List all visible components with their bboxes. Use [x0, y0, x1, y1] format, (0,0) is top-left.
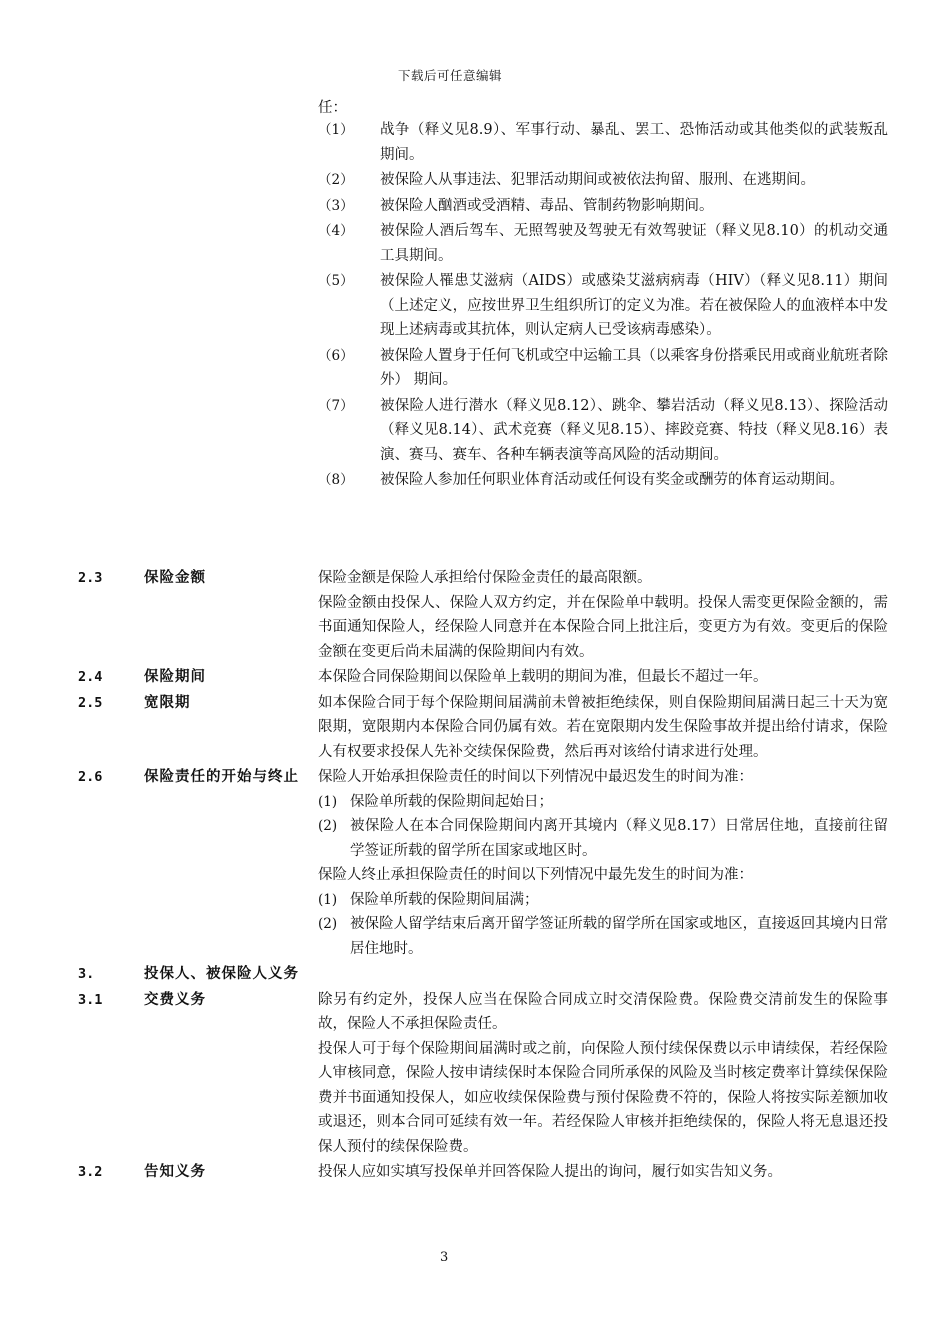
- clause-title: 告知义务: [144, 1163, 206, 1180]
- clause-subitem-number: (1): [318, 891, 338, 908]
- page-number: 3: [440, 1250, 449, 1265]
- list-item-number: （3）: [318, 197, 354, 214]
- clause-subitem-text: 保险单所载的保险期间起始日；: [350, 793, 553, 810]
- list-item-text: 被保险人酒后驾车、无照驾驶及驾驶无有效驾驶证（释义见8.10）的机动交通工具期间。: [380, 223, 888, 264]
- clause-sections: [78, 566, 888, 1186]
- clause-paragraph: 保险金额是保险人承担给付保险金责任的最高限额。: [318, 570, 652, 586]
- clause-number: 2.3: [78, 570, 103, 586]
- clause-body: [318, 566, 888, 664]
- list-item: [318, 118, 888, 167]
- clause-section: [78, 962, 888, 987]
- clause-body: [318, 665, 888, 690]
- list-item-number: （8）: [318, 472, 354, 488]
- clause-number: 2.5: [78, 694, 103, 711]
- clause-paragraph: 除另有约定外，投保人应当在保险合同成立时交清保险费。保险费交清前发生的保险事故，保险人不承担保险责任。: [318, 991, 888, 1032]
- clause-body: [318, 988, 888, 1160]
- list-item-text: 被保险人从事违法、犯罪活动期间或被依法拘留、服刑、在逃期间。: [380, 172, 815, 188]
- clause-subitem-text: 保险单所载的保险期间届满；: [350, 891, 539, 908]
- clause-section: [78, 988, 888, 1160]
- clause-subitem: [318, 814, 888, 863]
- clause-body: [318, 1160, 888, 1185]
- clause-number: 2.6: [78, 769, 103, 785]
- clause-title: 宽限期: [144, 693, 191, 711]
- clause-number: 3.2: [78, 1164, 103, 1180]
- clause-subitem-number: (2): [318, 818, 338, 834]
- clause-paragraph: 本保险合同保险期间以保险单上载明的期间为准，但最长不超过一年。: [318, 669, 768, 685]
- list-item-number: （7）: [318, 397, 354, 414]
- clause-body: [318, 962, 888, 987]
- list-item-number: （4）: [318, 223, 354, 239]
- clause-subitem-number: (1): [318, 793, 338, 810]
- exclusion-list: [318, 118, 888, 494]
- clause-section: [78, 566, 888, 664]
- clause-body: [318, 691, 888, 765]
- clause-paragraph: 保险人终止承担保险责任的时间以下列情况中最先发生的时间为准：: [318, 867, 753, 883]
- clause-title: 交费义务: [144, 990, 206, 1008]
- clause-section: [78, 765, 888, 961]
- lead-text: 任：: [318, 100, 347, 116]
- list-item-text: 被保险人参加任何职业体育活动或任何设有奖金或酬劳的体育运动期间。: [380, 472, 844, 488]
- clause-subitem: [318, 912, 888, 961]
- list-item-number: （6）: [318, 347, 354, 364]
- clause-title: 投保人、被保险人义务: [144, 965, 299, 982]
- clause-section: [78, 1160, 888, 1185]
- clause-body: [318, 765, 888, 961]
- list-item-number: （5）: [318, 273, 354, 289]
- clause-subitem-number: (2): [318, 916, 338, 932]
- clause-number: 2.4: [78, 669, 103, 685]
- clause-paragraph: 保险人开始承担保险责任的时间以下列情况中最迟发生的时间为准：: [318, 769, 753, 785]
- clause-subitem-text: 被保险人留学结束后离开留学签证所载的留学所在国家或地区，直接返回其境内日常居住地时。: [350, 916, 888, 957]
- clause-number: 3.1: [78, 991, 103, 1008]
- clause-paragraph: 保险金额由投保人、保险人双方约定，并在保险单中载明。投保人需变更保险金额的，需书面通知保险人，经保险人同意并在本保险合同上批注后，变更方为有效。变更后的保险金额在变更后尚未届满的保险期间内有效。: [318, 594, 888, 660]
- list-item: [318, 194, 888, 219]
- clause-section: [78, 665, 888, 690]
- list-item: [318, 219, 888, 268]
- clause-number: 3.: [78, 966, 95, 982]
- list-item-number: （1）: [318, 122, 354, 138]
- list-item: [318, 168, 888, 193]
- clause-subitem: [318, 790, 888, 815]
- page-header: 下载后可任意编辑: [398, 68, 503, 83]
- list-item-text: 战争（释义见8.9）、军事行动、暴乱、罢工、恐怖活动或其他类似的武装叛乱期间。: [380, 122, 888, 163]
- list-item-text: 被保险人置身于任何飞机或空中运输工具（以乘客身份搭乘民用或商业航班者除外） 期间。: [380, 347, 888, 388]
- list-item: [318, 269, 888, 343]
- clause-paragraph: 投保人可于每个保险期间届满时或之前，向保险人预付续保保费以示申请续保，若经保险人审核同意，保险人按申请续保时本保险合同所承保的风险及当时核定费率计算续保保险费并书面通知投保人，如应收续保保险费与预付保险费不符的，保险人将按实际差额加收或退还，则本合同可延续有效一年。若经保险人审核并拒绝续保的，保险人将无息退还投保人预付的续保保险费。: [318, 1040, 888, 1155]
- clause-title: 保险金额: [144, 569, 206, 586]
- list-item: [318, 468, 888, 493]
- list-item-number: （2）: [318, 172, 354, 188]
- clause-paragraph: 投保人应如实填写投保单并回答保险人提出的询问，履行如实告知义务。: [318, 1164, 782, 1180]
- list-item-text: 被保险人罹患艾滋病（AIDS）或感染艾滋病病毒（HIV）（释义见8.11）期间（上述定义，应按世界卫生组织所订的定义为准。若在被保险人的血液样本中发现上述病毒或其抗体，则认定病人已受该病毒感染）。: [380, 273, 888, 338]
- list-item-text: 被保险人进行潜水（释义见8.12）、跳伞、攀岩活动（释义见8.13）、探险活动（释义见8.14）、武术竞赛（释义见8.15）、摔跤竞赛、特技（释义见8.16）表演、赛马、赛车、各种车辆表演等高风险的活动期间。: [380, 397, 888, 463]
- clause-subitem-text: 被保险人在本合同保险期间内离开其境内（释义见8.17）日常居住地，直接前往留学签证所载的留学所在国家或地区时。: [350, 818, 888, 859]
- clause-subitem: [318, 888, 888, 913]
- clause-title: 保险责任的开始与终止: [144, 768, 299, 785]
- clause-section: [78, 691, 888, 765]
- list-item-text: 被保险人酗酒或受酒精、毒品、管制药物影响期间。: [380, 197, 714, 214]
- clause-paragraph: 如本保险合同于每个保险期间届满前未曾被拒绝续保，则自保险期间届满日起三十天为宽限期，宽限期内本保险合同仍属有效。若在宽限期内发生保险事故并提出给付请求，保险人有权要求投保人先补交续保保险费，然后再对该给付请求进行处理。: [318, 694, 888, 760]
- list-item: [318, 394, 888, 468]
- list-item: [318, 344, 888, 393]
- clause-title: 保险期间: [144, 668, 206, 685]
